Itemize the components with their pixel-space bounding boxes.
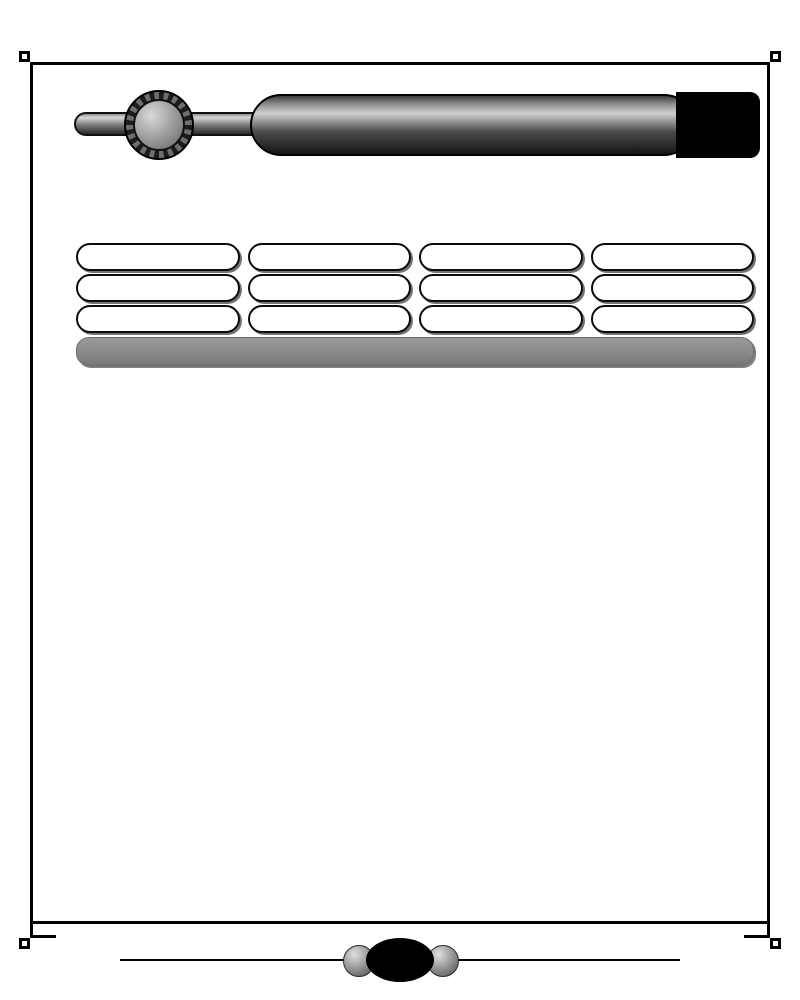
example-cell bbox=[419, 243, 583, 271]
example-cell bbox=[76, 305, 240, 333]
example-cell bbox=[591, 305, 755, 333]
example-cell bbox=[76, 243, 240, 271]
exercise-grid bbox=[76, 243, 754, 372]
flower-icon bbox=[124, 90, 194, 160]
page-footer bbox=[0, 938, 800, 982]
page-number-badge bbox=[366, 938, 434, 982]
example-cell bbox=[419, 274, 583, 302]
example-section bbox=[76, 243, 754, 333]
example-cell bbox=[248, 243, 412, 271]
example-cell bbox=[419, 305, 583, 333]
corner-ornament-top-right bbox=[744, 48, 784, 88]
example-cell bbox=[248, 305, 412, 333]
lesson-header-banner bbox=[60, 88, 760, 166]
example-row bbox=[76, 274, 754, 302]
complete-divider-bar bbox=[76, 337, 754, 366]
lesson-number-tab bbox=[676, 92, 760, 158]
example-row bbox=[76, 243, 754, 271]
example-cell bbox=[248, 274, 412, 302]
corner-ornament-top-left bbox=[16, 48, 56, 88]
example-cell bbox=[76, 274, 240, 302]
example-cell bbox=[591, 274, 755, 302]
page-border-frame bbox=[30, 62, 770, 924]
banner-title-plate bbox=[250, 94, 695, 156]
example-row bbox=[76, 305, 754, 333]
example-cell bbox=[591, 243, 755, 271]
